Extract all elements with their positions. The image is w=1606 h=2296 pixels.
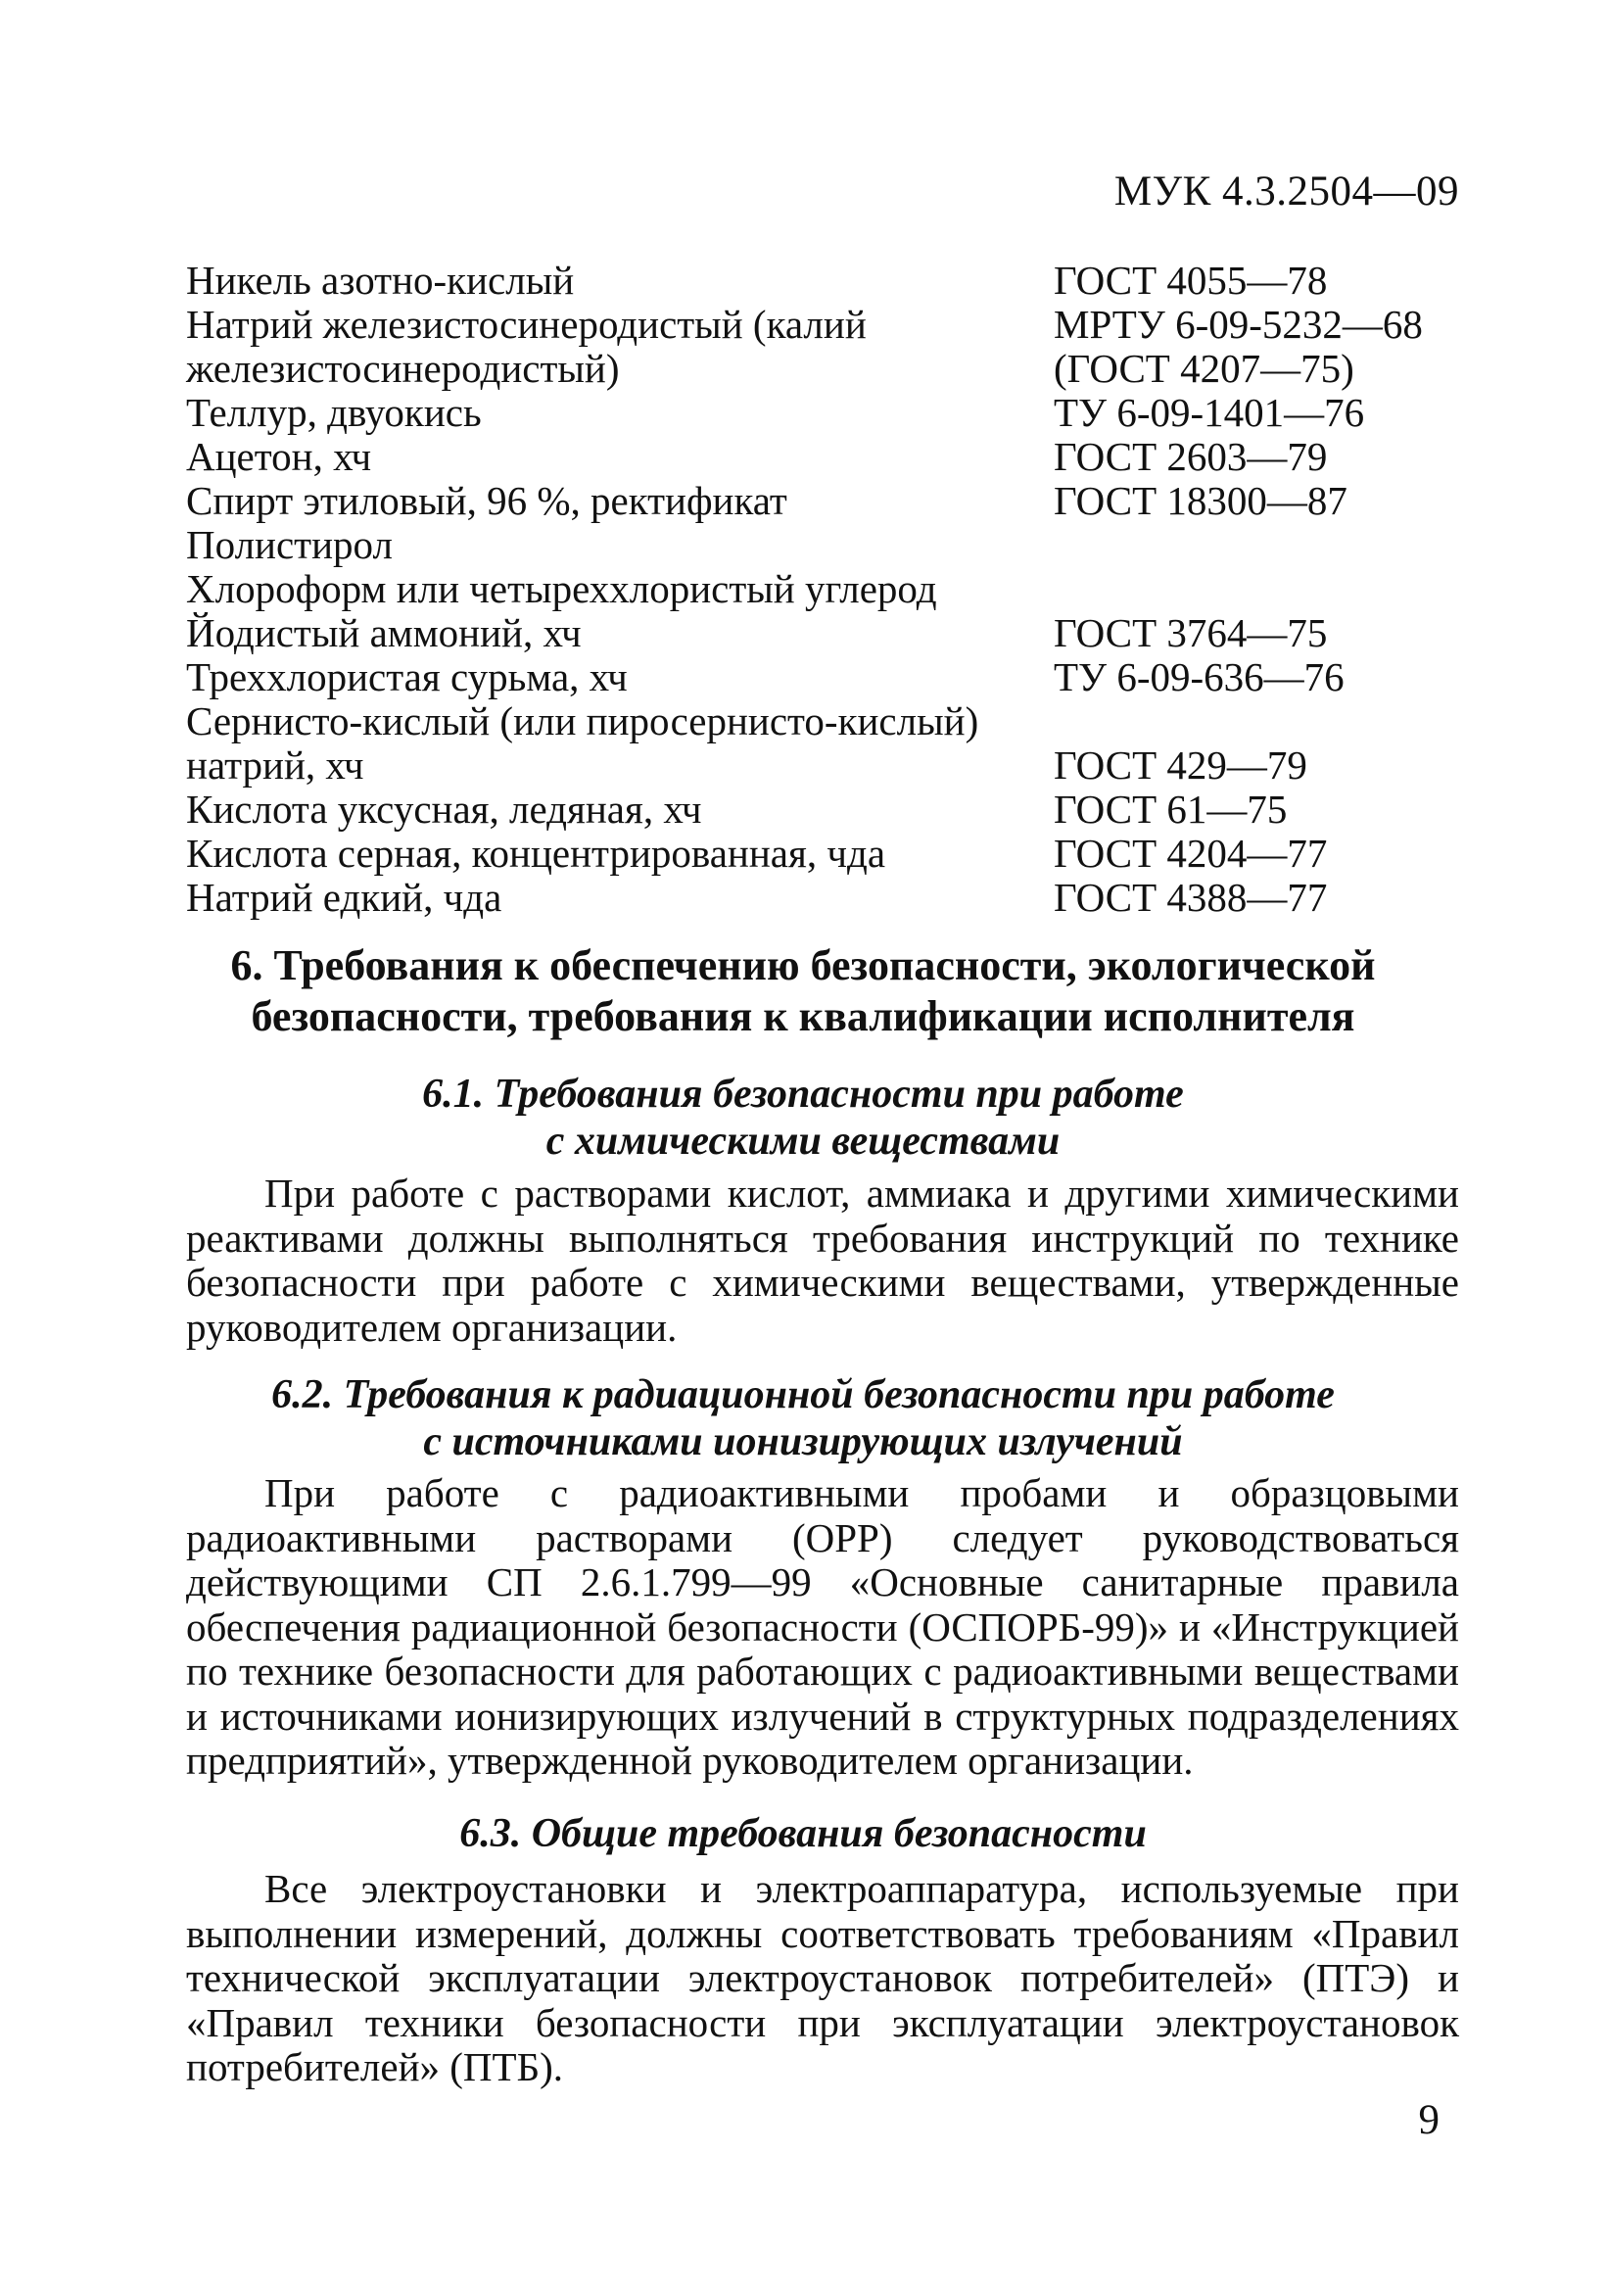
section-6-title-line-1: 6. Требования к обеспечению безопасности, экологической [230, 941, 1376, 989]
materials-list [186, 259, 1459, 920]
material-row [186, 259, 1459, 303]
material-standard: ГОСТ 61—75 [1054, 787, 1288, 832]
subsection-6-1-title-line-2: с химическими веществами [545, 1119, 1061, 1164]
material-row [186, 788, 1459, 832]
subsection-6-2-title-line-2: с источниками ионизирующих излучений [423, 1419, 1183, 1464]
material-name: Сернисто-кислый (или пиросернисто-кислый) [186, 698, 979, 743]
material-row [186, 435, 1459, 479]
material-standard: ГОСТ 4204—77 [1054, 831, 1328, 876]
material-name: Натрий железистосинеродистый (калий [186, 302, 867, 347]
subsection-6-1-title-line-1: 6.1. Требования безопасности при работе [422, 1072, 1184, 1117]
material-name: Никель азотно-кислый [186, 258, 575, 303]
material-name: Натрий едкий, чда [186, 875, 502, 920]
material-name: Йодистый аммоний, хч [186, 610, 582, 655]
document-code-header: МУК 4.3.2504—09 [1113, 168, 1459, 215]
material-name: Полистирол [186, 522, 393, 567]
section-6-title-line-2: безопасности, требования к квалификации исполнителя [251, 992, 1355, 1040]
material-standard: ГОСТ 18300—87 [1054, 478, 1347, 523]
material-name: Ацетон, хч [186, 434, 372, 479]
material-standard: ГОСТ 4388—77 [1054, 875, 1328, 920]
material-standard: ТУ 6-09-1401—76 [1054, 390, 1365, 435]
material-row [186, 523, 1459, 567]
material-row [186, 347, 1459, 391]
subsection-6-2-paragraph: При работе с радиоактивными пробами и образцовыми радиоактивными растворами (ОРР) следует руководствоваться действующими СП 2.6.1.799—99 «Основные санитарные правила обеспечения радиационной безопасности (ОСПОРБ-99)» и «Инструкцией по технике безопасности для работающих с радиоактивными веществами и источниками ионизирующих излучений в структурных подразделениях предприятий», утвержденной руководителем организации. [186, 1470, 1459, 1783]
material-standard: МРТУ 6-09-5232—68 [1054, 302, 1423, 347]
material-row [186, 699, 1459, 743]
material-name: Треххлористая сурьма, хч [186, 654, 628, 699]
material-standard: (ГОСТ 4207—75) [1054, 346, 1354, 391]
material-row [186, 832, 1459, 876]
material-name: Хлороформ или четыреххлористый углерод [186, 566, 937, 611]
subsection-6-3-paragraph: Все электроустановки и электроаппаратура, используемые при выполнении измерений, должны соответствовать требованиям «Правил технической эксплуатации электроустановок потребителей» (ПТЭ) и «Правил техники безопасности при эксплуатации электроустановок потребителей» (ПТБ). [186, 1866, 1459, 2089]
material-standard: ТУ 6-09-636—76 [1054, 654, 1345, 699]
page-number: 9 [1418, 2097, 1440, 2143]
material-name: натрий, хч [186, 742, 364, 788]
material-row [186, 391, 1459, 435]
subsection-6-2-title-line-1: 6.2. Требования к радиационной безопасности при работе [271, 1372, 1335, 1417]
material-name: Спирт этиловый, 96 %, ректификат [186, 478, 787, 523]
subsection-6-1-paragraph: При работе с растворами кислот, аммиака и другими химическими реактивами должны выполняться требования инструкций по технике безопасности при работе с химическими веществами, утвержденные руководителем организации. [186, 1171, 1459, 1350]
material-name: Кислота серная, концентрированная, чда [186, 831, 886, 876]
material-name: Теллур, двуокись [186, 390, 482, 435]
material-standard: ГОСТ 3764—75 [1054, 610, 1328, 655]
material-row [186, 479, 1459, 523]
material-standard: ГОСТ 429—79 [1054, 742, 1307, 788]
material-row [186, 303, 1459, 347]
material-row [186, 655, 1459, 699]
section-6-title [147, 940, 1459, 1042]
subsection-6-3-title: 6.3. Общие требования безопасности [459, 1811, 1147, 1856]
material-row [186, 567, 1459, 611]
material-name: железистосинеродистый) [186, 346, 620, 391]
material-row [186, 876, 1459, 920]
material-row [186, 743, 1459, 788]
material-standard: ГОСТ 2603—79 [1054, 434, 1328, 479]
material-row [186, 611, 1459, 655]
subsection-6-2-title [147, 1371, 1459, 1465]
material-standard: ГОСТ 4055—78 [1054, 258, 1328, 303]
material-name: Кислота уксусная, ледяная, хч [186, 787, 702, 832]
subsection-6-1-title [147, 1071, 1459, 1165]
